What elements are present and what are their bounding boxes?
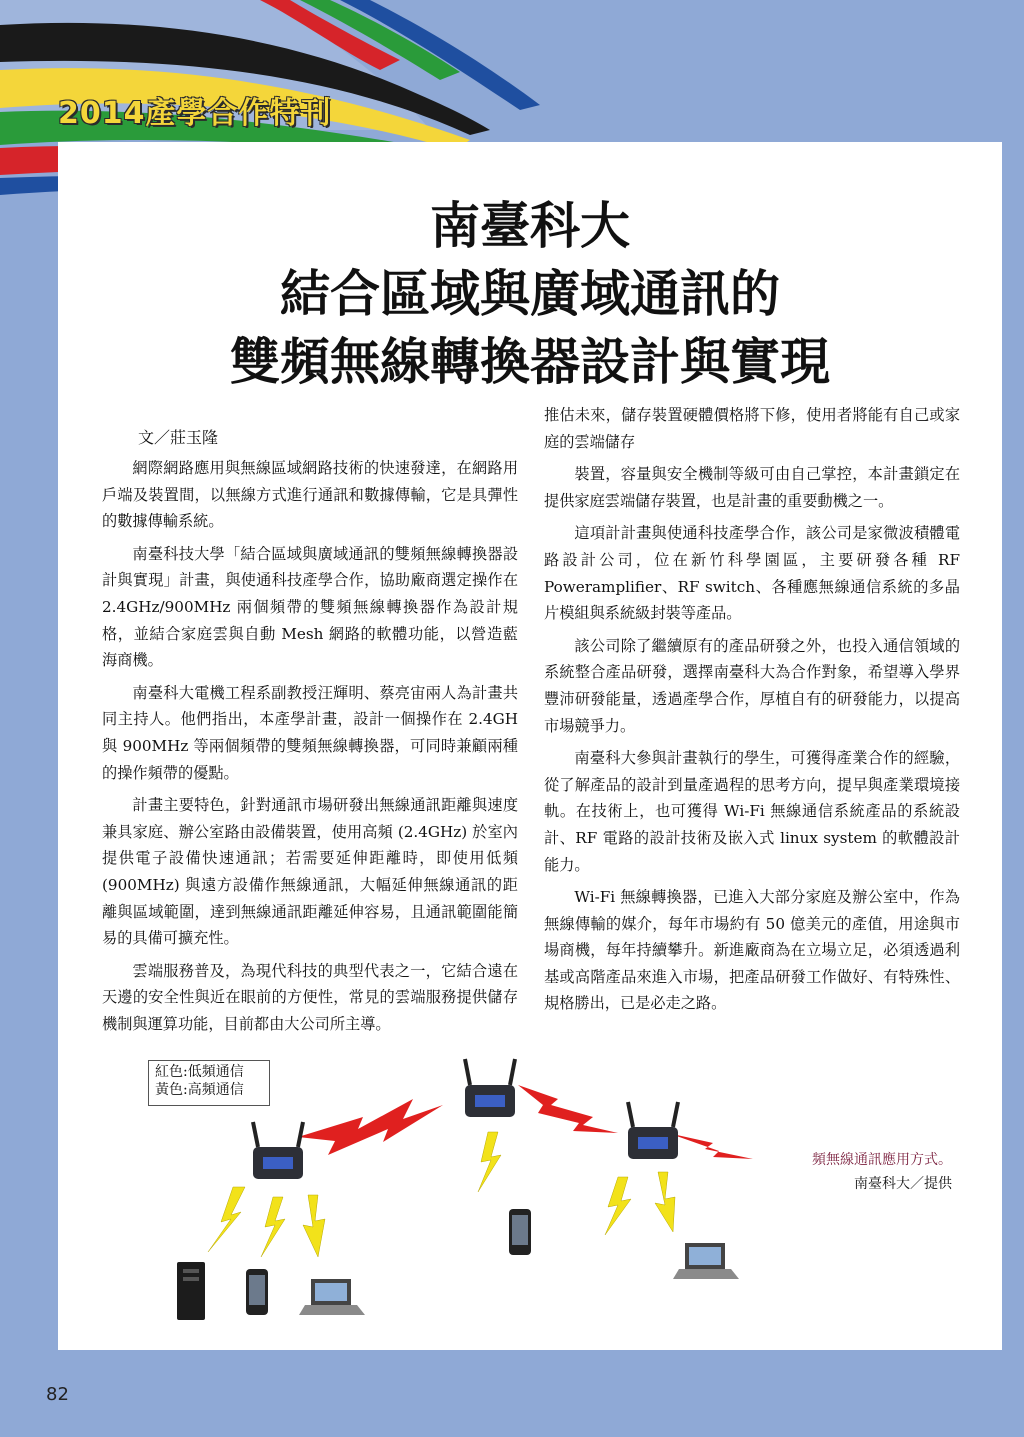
caption-text: 頻無線通訊應用方式。 bbox=[812, 1152, 952, 1168]
paragraph: 南臺科大電機工程系副教授汪輝明、蔡亮宙兩人為計畫共同主持人。他們指出，本產學計畫，設計一個操作在 2.4GH 與 900MHz 等兩個頻帶的雙頻無線轉換器，可同時兼顧兩種的操作頻帶的優點。 bbox=[102, 683, 518, 782]
left-column bbox=[102, 455, 518, 1043]
router-icon bbox=[465, 1059, 515, 1117]
paragraph: Wi-Fi 無線轉換器，已進入大部分家庭及辦公室中，作為無線傳輸的媒介，每年市場約有 50 億美元的產值，用途與市場商機，每年持續攀升。新進廠商為在立場立足，必須透過利基或高階產品來進入市場，把產品研發工作做好、有特殊性、規格勝出，已是必走之路。 bbox=[544, 888, 960, 1013]
smartphone-icon bbox=[246, 1269, 268, 1315]
high-band-bolt-icon bbox=[303, 1195, 325, 1257]
legend-low-band: 紅色:低頻通信 bbox=[155, 1064, 244, 1080]
low-band-bolt-icon bbox=[298, 1099, 443, 1155]
paragraph: 這項計計畫與使通科技產學合作，該公司是家微波積體電路設計公司，位在新竹科學園區，主要研發各種 RF Poweramplifier、RF switch、各種應無線通信系統的多晶片模組與系統級封裝等產品。 bbox=[544, 524, 960, 623]
smartphone-icon bbox=[509, 1209, 531, 1255]
high-band-bolt-icon bbox=[478, 1132, 501, 1192]
paragraph: 該公司除了繼續原有的產品研發之外，也投入通信領域的系統整合產品研發，選擇南臺科大為合作對象，希望導入學界豐沛研發能量，透過產學合作，厚植自有的研發能力，以提高市場競爭力。 bbox=[544, 636, 960, 735]
high-band-bolt-icon bbox=[605, 1177, 631, 1235]
router-icon bbox=[628, 1102, 678, 1159]
article-title-line-3: 雙頻無線轉換器設計與實現 bbox=[230, 332, 830, 391]
paragraph: 推估未來，儲存裝置硬體價格將下修，使用者將能有自己或家庭的雲端儲存 bbox=[544, 406, 960, 451]
paragraph: 計畫主要特色，針對通訊市場研發出無線通訊距離與速度兼具家庭、辦公室路由設備裝置，使用高頻 (2.4GHz) 於室內提供電子設備快速通訊；若需要延伸距離時，即使用低頻 (900MHz) 與遠方設備作無線通訊，大幅延伸無線通訊的距離與區域範圍，達到無線通訊距離延伸容易，且通訊範圍能簡易的具備可擴充性。 bbox=[102, 796, 518, 948]
page-number: 82 bbox=[46, 1384, 69, 1405]
diagram-legend bbox=[148, 1060, 270, 1106]
high-band-bolt-icon bbox=[261, 1197, 285, 1257]
low-band-bolt-icon bbox=[518, 1085, 618, 1133]
article-title-line-2: 結合區域與廣域通訊的 bbox=[280, 264, 780, 323]
desktop-tower-icon bbox=[177, 1262, 205, 1320]
paragraph: 雲端服務普及，為現代科技的典型代表之一，它結合遠在天邊的安全性與近在眼前的方便性，常見的雲端服務提供儲存機制與運算功能，目前都由大公司所主導。 bbox=[102, 961, 518, 1033]
paragraph: 網際網路應用與無線區域網路技術的快速發達，在網路用戶端及裝置間，以無線方式進行通訊和數據傳輸，它是具彈性的數據傳輸系統。 bbox=[102, 459, 518, 531]
article-title-line-1: 南臺科大 bbox=[430, 196, 630, 255]
paragraph: 南臺科技大學「結合區域與廣域通訊的雙頻無線轉換器設計與實現」計畫，與使通科技產學合作，協助廠商選定操作在 2.4GHz/900MHz 兩個頻帶的雙頻無線轉換器作為設計規格，並結合家庭雲與自動 Mesh 網路的軟體功能，以營造藍海商機。 bbox=[102, 544, 518, 670]
caption-credit: 南臺科大／提供 bbox=[854, 1176, 952, 1192]
byline: 文／莊玉隆 bbox=[138, 428, 219, 447]
high-band-bolt-icon bbox=[208, 1187, 245, 1252]
figure-caption bbox=[692, 1148, 952, 1196]
router-icon bbox=[253, 1122, 303, 1179]
high-band-bolt-icon bbox=[655, 1172, 675, 1232]
paragraph: 裝置，容量與安全機制等級可由自己掌控，本計畫鎖定在提供家庭雲端儲存裝置，也是計畫的重要動機之一。 bbox=[544, 465, 960, 510]
right-column bbox=[544, 402, 960, 1023]
laptop-icon bbox=[299, 1279, 365, 1315]
legend-high-band: 黃色:高頻通信 bbox=[155, 1082, 244, 1098]
banner-title: 2014產學合作特刊 bbox=[58, 96, 332, 131]
paragraph: 南臺科大參與計畫執行的學生，可獲得產業合作的經驗，從了解產品的設計到量產過程的思考方向，提早與產業環境接軌。在技術上，也可獲得 Wi-Fi 無線通信系統產品的系統設計、RF 電路的設計技術及嵌入式 linux system 的軟體設計能力。 bbox=[544, 749, 960, 874]
laptop-icon bbox=[673, 1243, 739, 1279]
article-panel bbox=[58, 142, 1002, 1350]
